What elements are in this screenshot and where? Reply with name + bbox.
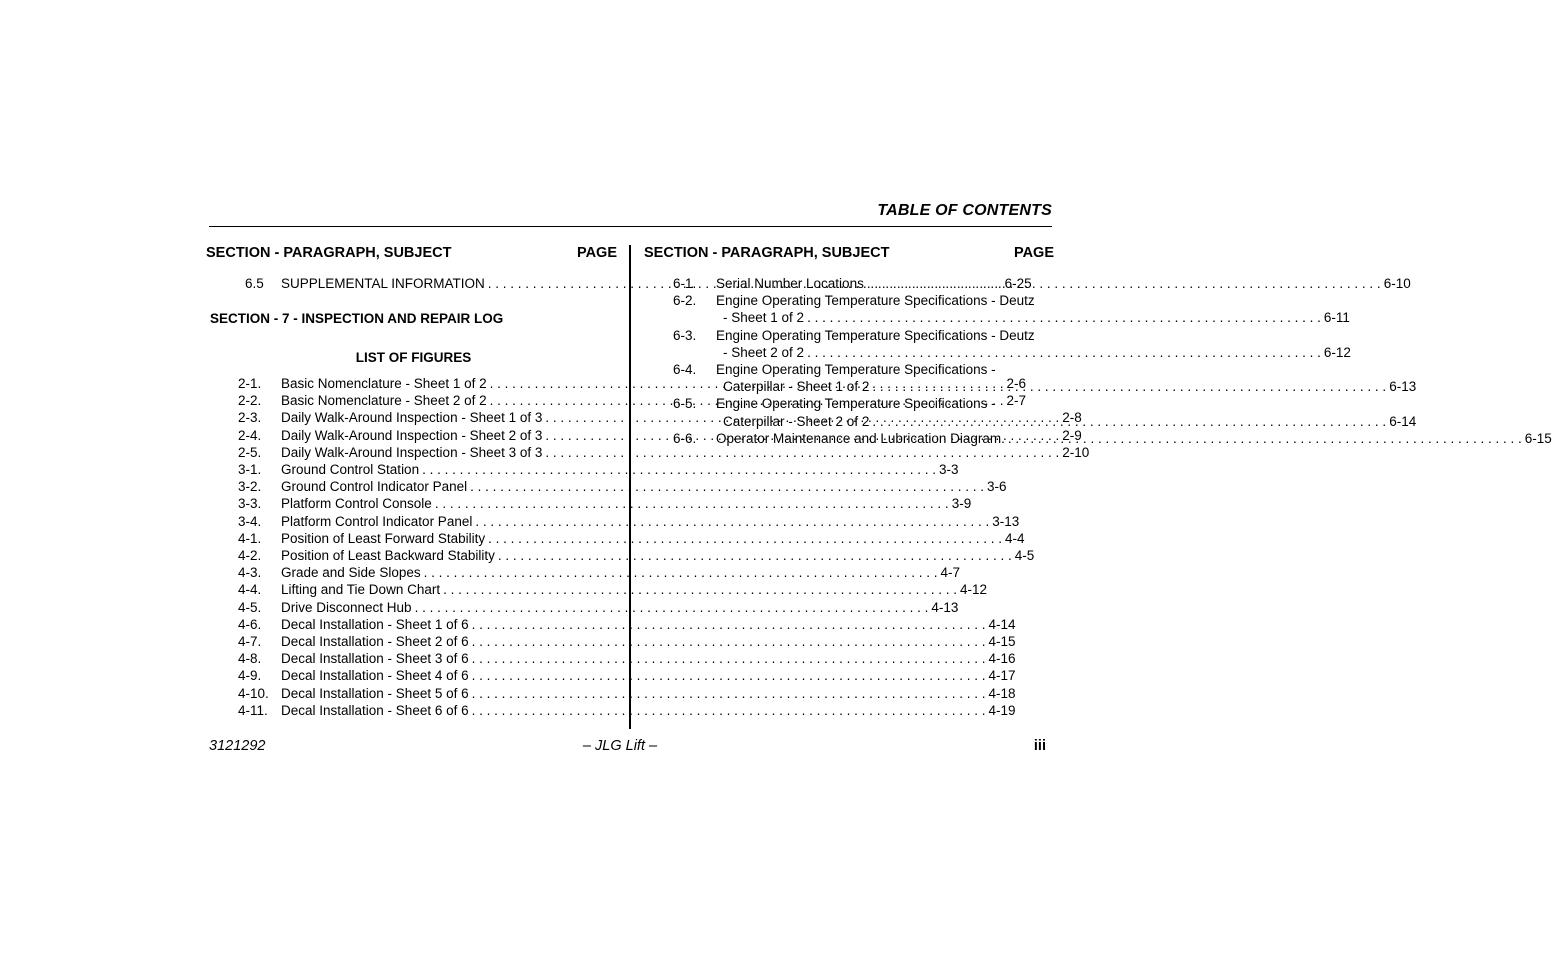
figure-number: 4-1. bbox=[238, 530, 262, 546]
figure-number: 4-11. bbox=[238, 702, 268, 718]
figure-entry[interactable] bbox=[238, 495, 972, 512]
figure-number: 3-1. bbox=[238, 462, 262, 478]
dot-leader bbox=[440, 581, 960, 598]
figure-title-continued: - Sheet 1 of 2 bbox=[723, 310, 805, 326]
dot-leader bbox=[469, 685, 989, 702]
figure-entry[interactable] bbox=[238, 530, 1025, 547]
figure-page: 4-17 bbox=[988, 668, 1016, 684]
figure-entry[interactable] bbox=[238, 616, 1016, 633]
dot-leader bbox=[419, 461, 939, 478]
figure-page: 2-8 bbox=[1062, 410, 1082, 426]
figure-title: Position of Least Backward Stability bbox=[281, 548, 495, 564]
figure-page: 3-6 bbox=[986, 479, 1007, 495]
figure-number: 4-2. bbox=[238, 548, 262, 564]
figure-entry[interactable] bbox=[238, 667, 1016, 684]
figure-title: Decal Installation - Sheet 4 of 6 bbox=[281, 668, 469, 684]
left-page-heading: PAGE bbox=[576, 245, 617, 261]
figure-entry[interactable] bbox=[238, 478, 1007, 495]
figure-title: Decal Installation - Sheet 2 of 6 bbox=[281, 634, 469, 650]
dot-leader bbox=[469, 633, 989, 650]
right-column-heading: SECTION - PARAGRAPH, SUBJECT bbox=[644, 245, 890, 261]
figure-title-continued: Caterpillar - Sheet 2 of 2 bbox=[723, 413, 870, 429]
figure-title: Engine Operating Temperature Specifications - Deutz bbox=[716, 327, 1035, 343]
figure-number: 2-1. bbox=[238, 376, 262, 391]
entry-number: 6.5 bbox=[245, 276, 264, 291]
figure-page: 4-7 bbox=[940, 565, 960, 581]
figure-page: 2-7 bbox=[1006, 393, 1026, 409]
dot-leader bbox=[469, 650, 989, 667]
figure-page: 4-5 bbox=[1014, 548, 1035, 564]
figure-number: 3-3. bbox=[238, 496, 262, 512]
figure-page: 6-11 bbox=[1323, 310, 1350, 326]
section-7-heading: SECTION - 7 - INSPECTION AND REPAIR LOG bbox=[210, 311, 504, 326]
dot-leader bbox=[472, 513, 992, 530]
figure-number: 6-6. bbox=[673, 430, 697, 446]
figure-page: 4-4 bbox=[1004, 530, 1025, 546]
figure-title: Operator Maintenance and Lubrication Diagram. bbox=[716, 430, 1005, 446]
entry-page: 6-25 bbox=[1004, 276, 1032, 291]
dot-leader bbox=[467, 478, 987, 495]
figure-page: 6-12 bbox=[1323, 344, 1351, 360]
figure-number: 2-2. bbox=[238, 393, 262, 409]
entry-title: SUPPLEMENTAL INFORMATION bbox=[281, 276, 485, 291]
figure-title: Daily Walk-Around Inspection - Sheet 1 of 3 bbox=[281, 410, 543, 426]
figure-entry[interactable] bbox=[238, 564, 960, 581]
figure-title-continued: - Sheet 2 of 2 bbox=[723, 344, 805, 360]
dot-leader bbox=[469, 667, 989, 684]
right-page-heading: PAGE bbox=[1013, 245, 1054, 261]
figure-number: 2-4. bbox=[238, 427, 262, 443]
figure-entry[interactable] bbox=[673, 275, 1411, 292]
figure-title: Platform Control Console bbox=[281, 496, 432, 512]
footer-brand: – JLG Lift – bbox=[582, 738, 658, 754]
figure-number: 4-6. bbox=[238, 616, 262, 632]
dot-leader bbox=[869, 378, 1389, 395]
figure-entry[interactable] bbox=[673, 292, 1350, 326]
header-rule bbox=[209, 226, 1052, 227]
figure-number: 2-3. bbox=[238, 410, 262, 426]
figure-page: 4-16 bbox=[988, 651, 1016, 667]
dot-leader bbox=[469, 702, 989, 719]
figure-number: 6-2. bbox=[673, 293, 697, 309]
figure-number: 6-5. bbox=[673, 396, 697, 412]
figure-entry[interactable] bbox=[238, 702, 1016, 719]
figure-page: 2-6 bbox=[1006, 376, 1026, 391]
figure-entry[interactable] bbox=[673, 361, 1417, 395]
figure-page: 3-3 bbox=[938, 462, 959, 478]
figure-entry[interactable] bbox=[238, 685, 1016, 702]
figure-title: Engine Operating Temperature Specifications - bbox=[716, 396, 996, 412]
figure-page: 2-10 bbox=[1062, 444, 1090, 460]
figure-number: 3-2. bbox=[238, 479, 262, 495]
dot-leader bbox=[421, 564, 941, 581]
dot-leader bbox=[864, 275, 1384, 292]
figure-number: 3-4. bbox=[238, 513, 262, 529]
figure-entry[interactable] bbox=[238, 633, 1016, 650]
figure-page: 6-14 bbox=[1389, 413, 1417, 429]
dot-leader bbox=[412, 599, 932, 616]
figure-number: 4-4. bbox=[238, 582, 262, 598]
figure-number: 4-7. bbox=[238, 634, 262, 650]
dot-leader bbox=[804, 309, 1324, 326]
figure-number: 4-3. bbox=[238, 565, 262, 581]
figure-number: 6-1. bbox=[673, 276, 697, 291]
figure-entry[interactable] bbox=[238, 547, 1035, 564]
figure-title: Decal Installation - Sheet 3 of 6 bbox=[281, 651, 469, 667]
figure-number: 6-4. bbox=[673, 362, 697, 378]
figure-page: 4-14 bbox=[988, 616, 1016, 632]
figure-title: Drive Disconnect Hub bbox=[281, 599, 412, 615]
dot-leader bbox=[469, 616, 989, 633]
figure-title: Engine Operating Temperature Specifications - bbox=[716, 362, 996, 378]
left-column-heading: SECTION - PARAGRAPH, SUBJECT bbox=[206, 245, 452, 261]
dot-leader bbox=[495, 547, 1015, 564]
list-of-figures-heading: LIST OF FIGURES bbox=[355, 350, 472, 365]
figure-title: Daily Walk-Around Inspection - Sheet 3 of 3 bbox=[281, 444, 543, 460]
dot-leader bbox=[485, 530, 1005, 547]
figure-entry[interactable] bbox=[238, 650, 1016, 667]
dot-leader bbox=[869, 413, 1389, 430]
dot-leader bbox=[804, 344, 1324, 361]
figure-title: Ground Control Station bbox=[281, 462, 420, 478]
figure-title: Grade and Side Slopes bbox=[281, 565, 421, 581]
figure-title: Serial Number Locations bbox=[716, 276, 864, 291]
figure-entry[interactable] bbox=[673, 327, 1351, 361]
figure-number: 2-5. bbox=[238, 444, 262, 460]
figure-page: 2-9 bbox=[1062, 427, 1082, 443]
figure-page: 4-19 bbox=[988, 702, 1016, 718]
figure-page: 4-12 bbox=[959, 582, 987, 598]
page-header-title: TABLE OF CONTENTS bbox=[877, 202, 1052, 219]
figure-title: Basic Nomenclature - Sheet 1 of 2 bbox=[281, 376, 487, 391]
figure-page: 4-18 bbox=[988, 685, 1016, 701]
figure-page: 6-15 bbox=[1524, 430, 1552, 446]
figure-page: 4-15 bbox=[988, 634, 1016, 650]
figure-page: 3-9 bbox=[951, 496, 972, 512]
figure-page: 4-13 bbox=[931, 599, 959, 615]
figure-title: Ground Control Indicator Panel bbox=[281, 479, 468, 495]
figure-number: 4-10. bbox=[238, 685, 269, 701]
dot-leader bbox=[1005, 430, 1525, 447]
figure-title: Decal Installation - Sheet 5 of 6 bbox=[281, 685, 469, 701]
dot-leader bbox=[432, 495, 952, 512]
figure-number: 4-5. bbox=[238, 599, 262, 615]
figure-title: Lifting and Tie Down Chart bbox=[281, 582, 441, 598]
page-number: iii bbox=[1033, 738, 1046, 754]
figure-entry[interactable] bbox=[238, 444, 1090, 461]
figure-title: Daily Walk-Around Inspection - Sheet 2 of 3 bbox=[281, 427, 543, 443]
figure-title: Decal Installation - Sheet 1 of 6 bbox=[281, 616, 469, 632]
document-number: 3121292 bbox=[209, 738, 266, 754]
figure-title-continued: Caterpillar - Sheet 1 of 2 bbox=[723, 379, 870, 395]
figure-page: 3-13 bbox=[992, 513, 1020, 529]
figure-title: Position of Least Forward Stability bbox=[281, 530, 486, 546]
figure-number: 6-3. bbox=[673, 327, 697, 343]
figure-entry[interactable] bbox=[238, 461, 959, 478]
figure-entry[interactable] bbox=[238, 513, 1020, 530]
figure-page: 6-10 bbox=[1383, 276, 1411, 291]
figure-title: Platform Control Indicator Panel bbox=[281, 513, 473, 529]
figure-title: Decal Installation - Sheet 6 of 6 bbox=[281, 702, 469, 718]
figure-entry[interactable] bbox=[238, 599, 959, 616]
figure-title: Engine Operating Temperature Specifications - Deutz bbox=[716, 293, 1035, 309]
figure-number: 4-9. bbox=[238, 668, 262, 684]
figure-title: Basic Nomenclature - Sheet 2 of 2 bbox=[281, 393, 487, 409]
figure-number: 4-8. bbox=[238, 651, 262, 667]
figure-page: 6-13 bbox=[1389, 379, 1417, 395]
figure-entry[interactable] bbox=[238, 581, 987, 598]
